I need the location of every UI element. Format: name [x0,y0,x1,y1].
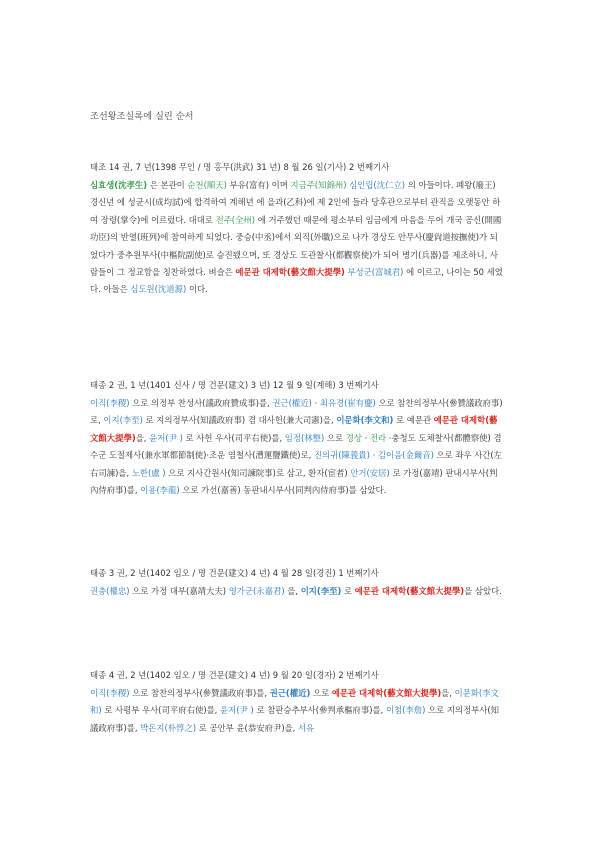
entry-header: 태종 3 권, 2 년(1402 임오 / 명 건문(建文) 4 년) 4 월 28 일(경진) 1 번째기사 [90,568,379,578]
record-entry [90,379,505,499]
body-text: 로 [341,586,355,596]
place-link[interactable]: 순천(順天) [187,180,227,190]
body-text: · [369,450,378,461]
place-link[interactable]: 지금주(知錦州) [290,180,347,190]
entry-body [90,395,505,499]
linked-term[interactable]: 이직(李稷) [90,398,130,408]
linked-term[interactable]: 윤저(尹 ) [149,432,183,443]
linked-term[interactable]: 윤저(尹 ) [220,705,254,716]
body-text: 은 본관이 [147,180,188,190]
office-title: 예문관 대제학(藝文館大提學) [90,415,498,443]
place-link[interactable]: 전주(全州) [215,214,256,225]
linked-term[interactable]: 서유 [298,722,315,733]
linked-term[interactable]: 이첨(李詹) [385,705,426,716]
linked-term[interactable]: 심인립(沈仁立) [349,180,406,190]
record-entry [90,669,505,737]
body-text: 으로 참찬의정부사(參贊議政府事)로, [90,398,503,426]
body-text: 로 가정(嘉靖) 판내시부사(判內侍府事)를, [90,467,498,496]
body-text: 으로 참찬의정부사(參贊議政府事)를, [129,688,270,698]
linked-term[interactable]: 이직(李稷) [90,688,130,698]
linked-term[interactable]: 권근(權近) [272,398,312,408]
linked-term[interactable]: 김이음(金爾音) [377,450,434,461]
body-text: 을, [284,586,301,596]
body-text: 으로 지의정부사(知議政府事)를, [90,705,500,733]
linked-term[interactable]: 최유경(崔有慶) [319,398,376,408]
body-text: 로 공안부 윤(恭安府尹)을, [196,722,299,733]
body-text: · [311,398,320,408]
office-title: 예문관 대제학(藝文館大提學) [235,267,345,278]
body-text: 부유(富有) 이며 [226,180,291,190]
body-text: 을, [441,688,455,698]
entry-body [90,177,505,299]
entry-header: 태종 2 권, 1 년(1401 신사 / 명 건문(建文) 3 년) 12 월 9 일(계해) 3 번째기사 [90,380,379,390]
office-title: 예문관 대제학(藝文館大提學) [354,586,465,596]
linked-term[interactable]: 권충(權忠) [90,586,130,596]
subject-name[interactable]: 심효생(沈孝生) [90,180,148,190]
body-text: 으로 좌우 사간(左右司諫)을, [90,450,503,478]
entry-body [90,685,505,737]
highlighted-name[interactable]: 이문화(李文和) [336,415,394,426]
body-text: ·충청도 도체찰사(都體察使) 겸 수군 도절제사(兼水軍都節制使)·조운 염철사(漕運鹽鐵使)로, [90,432,502,461]
linked-term[interactable]: 영가군(永嘉君) [228,586,285,596]
record-entry [90,567,505,600]
place-link[interactable]: 전라 [369,432,387,443]
linked-term[interactable]: 심도원(沈道源) [130,284,187,295]
linked-term[interactable]: 안거(安居) [350,467,390,478]
linked-term[interactable]: 진의귀(陳義貴) [313,450,370,461]
linked-term[interactable]: 이지(李至) [103,415,143,426]
linked-term[interactable]: 이문화(李文和) [90,688,499,716]
body-text: 로 참판승추부사(參判承樞府事)를, [253,705,386,716]
body-text: 로 지의정부사(知議政府事) 겸 대사헌(兼大司憲)을, [142,415,337,426]
body-text: 의 아들이다. 폐왕(廢王) 경신년 에 성균시(成均試)에 합격하여 계해년 에 을과(乙科)에 제 2인에 들라 당후관으로부터 관직을 오랫동안 하여 장령(掌令)에 이르렀다. 대대로 [90,180,501,225]
body-text: 을 삼았다. [464,586,502,596]
body-text: 로 예문관 [393,415,434,426]
body-text: 으로 가정 대부(嘉靖大夫) [129,586,229,596]
linked-term[interactable]: 박돈지(朴惇之) [140,722,197,733]
body-text: 으로 [310,688,332,698]
linked-term[interactable]: 노한(盧 ) [131,467,166,478]
body-text: 에 거주했던 때문에 평소부터 임금에게 마음을 두어 개국 공신(開國功臣)의 반열(班列)에 참여하게 되었다. 중승(中丞)에서 외직(外職)으로 나가 경상도 안무사(慶尙道按撫使)가 되었다가 중추원부사(中樞院副使)로 승진됐으며, 또 경상도 도관찰사(都觀察使)가 되어 병기(兵器)를 제조하니, 사람들이 그 정교함을 칭찬하였다. 벼슬은 [90,214,502,278]
highlighted-name[interactable]: 이지(李至) [300,586,342,596]
body-text: 으로 지사간원사(知司諫院事)로 삼고, 환자(宦者) [165,467,351,478]
body-text: 이다. [186,284,208,295]
body-text: 을, [135,432,150,443]
linked-term[interactable]: 임정(林整) [284,432,325,443]
entry-header: 태종 4 권, 2 년(1402 임오 / 명 건문(建文) 4 년) 9 월 20 일(경자) 2 번째기사 [90,670,379,680]
place-link[interactable]: 경상 [345,432,362,443]
body-text: 으로 의정부 찬성사(議政府贊成事)를, [129,398,273,408]
record-entry [90,161,505,299]
body-text: 로 사평부 우사(司平府右使)를, [101,705,221,716]
office-title: 예문관 대제학(藝文館大提學) [331,688,442,698]
linked-term[interactable]: 이용(李龍) [140,485,180,496]
document-title: 조선왕조실록에 실린 순서 [90,111,194,122]
body-text: 에 이르고, 나이는 50 세였다. 아들은 [90,267,503,295]
entry-header: 태조 14 권, 7 년(1398 무인 / 명 홍무(洪武) 31 년) 8 월 26 일(기사) 2 번째기사 [90,162,390,172]
linked-term[interactable]: 부성군(富城君) [347,267,404,278]
body-text: 로 사헌 우사(司平右使)를, [182,432,285,443]
body-text: 으로 가선(嘉善) 동판내시부사(同判內侍府事)를 삼았다. [179,485,387,496]
body-text: · [361,432,370,443]
highlighted-name[interactable]: 권근(權近) [269,688,311,698]
entry-body [90,583,505,600]
body-text: 으로 [324,432,346,443]
